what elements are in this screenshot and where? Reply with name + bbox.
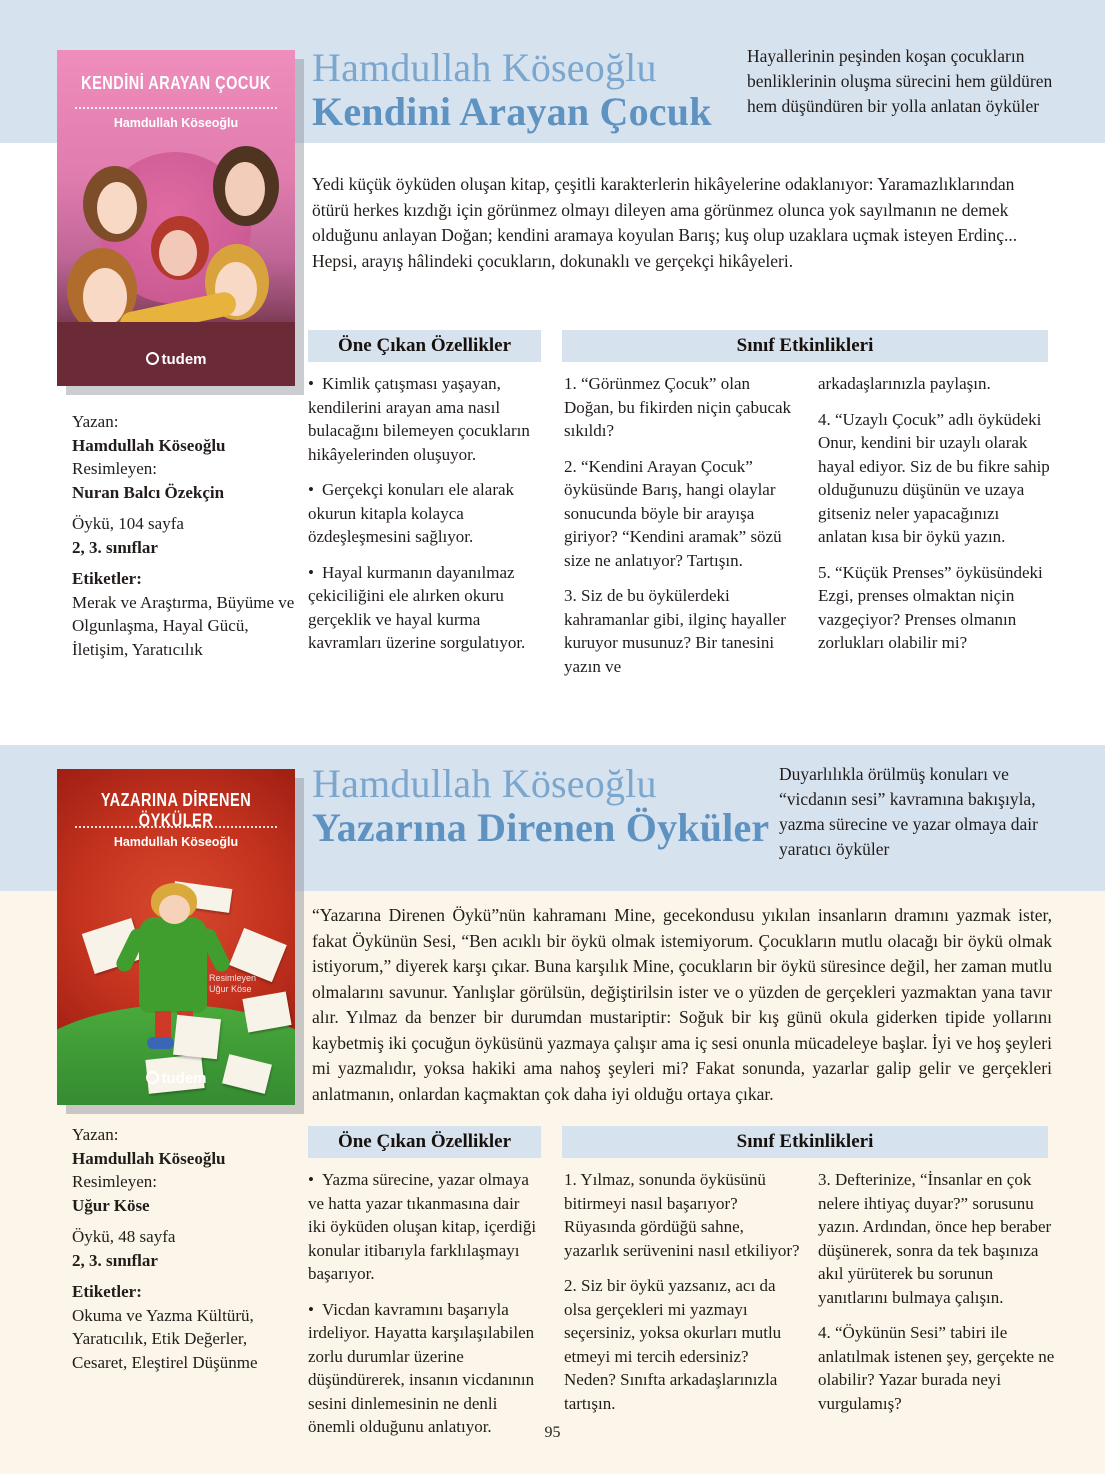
book2-activities-header: Sınıf Etkinlikleri — [562, 1126, 1048, 1158]
book2-heading-author: Hamdullah Köseoğlu — [312, 761, 657, 806]
book2-cover — [57, 769, 295, 1105]
book1-features-list — [308, 372, 536, 667]
resimleyen-label: Resimleyen: — [72, 1172, 157, 1191]
book2-illustrator-name: Uğur Köse — [72, 1195, 150, 1215]
activity-item: 2. “Kendini Arayan Çocuk” öyküsünde Barış, hangi olaylar sonucunda böyle bir arayışa giriyor? “Kendini aramak” sözü size ne anlatıyor? Tartışın. — [564, 456, 782, 570]
publisher-name: tudem — [161, 1070, 207, 1087]
child-face-shape — [97, 182, 137, 234]
tudem-logo-icon — [146, 352, 159, 365]
book1-heading — [312, 46, 712, 134]
feature-item: • Vicdan kavramını başarıyla irdeliyor. Hayatta karşılaşılabilen zorlu durumlar üzerine düşündürerek, insanın vicdanının sesini dinlemesinin ne denli önemli olduğunu anlatıyor. — [308, 1298, 540, 1439]
book1-heading-author: Hamdullah Köseoğlu — [312, 45, 657, 90]
book2-grades: 2, 3. sınıflar — [72, 1250, 158, 1270]
book1-cover-title: KENDİNİ ARAYAN ÇOCUK — [81, 73, 271, 95]
publisher-logo — [57, 351, 295, 368]
activity-item: arkadaşlarınızla paylaşın. — [818, 374, 991, 393]
child-shoe-shape — [147, 1037, 174, 1049]
book1-tags: Merak ve Araştırma, Büyüme ve Olgunlaşma, Hayal Gücü, İletişim, Yaratıcılık — [72, 592, 295, 659]
book2-author-name: Hamdullah Köseoğlu — [72, 1148, 226, 1168]
yazan-label: Yazan: — [72, 412, 119, 431]
book1-grades: 2, 3. sınıflar — [72, 537, 158, 557]
book2-cover-title: YAZARINA DİRENEN ÖYKÜLER — [100, 790, 252, 832]
feature-item: • Yazma sürecine, yazar olmaya ve hatta yazar tıkanmasına dair iki öyküden oluşan kitap, içerdiği konular itibarıyla farklılaşmayı başarıyor. — [308, 1168, 540, 1286]
activity-item: 4. “Öykünün Sesi” tabiri ile anlatılmak istenen şey, gerçekte ne olabilir? Yazar burada neyi vurgulamış? — [818, 1323, 1055, 1413]
book2-tags: Okuma ve Yazma Kültürü, Yaratıcılık, Etik Değerler, Cesaret, Eleştirel Düşünme — [72, 1305, 258, 1372]
book2-heading — [312, 762, 769, 850]
child-face-shape — [225, 162, 265, 216]
book1-activities-header: Sınıf Etkinlikleri — [562, 330, 1048, 362]
child-coat-shape — [139, 917, 207, 1013]
book2-features-header: Öne Çıkan Özellikler — [308, 1126, 541, 1158]
feature-item: • Kimlik çatışması yaşayan, kendilerini arayan ama nasıl bulacağını bilemeyen çocukların hikâyelerinden oluşuyor. — [308, 372, 536, 466]
book1-cover-dotted-divider — [75, 107, 277, 109]
activity-item: 2. Siz bir öykü yazsanız, acı da olsa gerçekleri mi yazmayı seçersiniz, yoksa okurları mutlu etmeyi mi tercih edersiniz? Neden? Sınıfta arkadaşlarınızla tartışın. — [564, 1276, 782, 1413]
book1-tagline: Hayallerinin peşinden koşan çocukların benliklerinin oluşma sürecini hem güldüren hem düşündüren bir yolla anlatan öyküler — [747, 46, 1053, 116]
publisher-logo — [57, 1070, 295, 1087]
book1-cover-author: Hamdullah Köseoğlu — [113, 116, 239, 130]
book2-cover-illustrator-credit: Resimleyen Uğur Köse — [209, 973, 257, 994]
book1-author-name: Hamdullah Köseoğlu — [72, 435, 226, 455]
book2-description: “Yazarına Direnen Öykü”nün kahramanı Mine, gecekondusu yıkılan insanların dramını yazmak ister, fakat Öykünün Sesi, “Ben acıklı bir öykü olmak istemiyorum. Çocukların mutlu olacağı bir öykü olmak istiyorum,” diyerek karşı çıkar. Buna karşılık Mine, çocukların bir öykü süresince değil, her zaman mutlu olmalarını savunur. Yanlışlar görülsün, değiştirilsin ister ve o yüzden de gerçekleri yazmaktan yana tavır alır. Yılmaz da benzer bir durumdan mustariptir: Soğuk bir kış günü okula giderken tipide yollarını kaybetmiş iki çocuğun öyküsünü yazmaya çalışır ama iç sesi onunla mücadeleye başlar. İyi ve hoş şeyleri mi yazmalıdır, yoksa hakiki ama nahoş şeyleri mi? Fakat sonunda, yazarlar galip gelir ve gerçekleri anlatmanın, onlardan kaçmaktan çok daha iyi olduğu ortaya çıkar. — [312, 905, 1052, 1104]
book1-format: Öykü, 104 sayfa — [72, 514, 184, 533]
activity-item: 4. “Uzaylı Çocuk” adlı öyküdeki Onur, kendini bir uzaylı olarak hayal ediyor. Siz de bu fikre sahip olduğunuzu düşünün ve uzaya gitseniz neler yapacağınızı anlatan kısa bir öykü yazın. — [818, 409, 1050, 546]
activity-item: 3. Defterinize, “İnsanlar en çok nelere ihtiyaç duyar?” sorusunu yazın. Ardından, önce hep beraber düşünerek, sonra da tek başınıza akıl yürüterek bu sorunun yanıtlarını bulmaya çalışın. — [818, 1170, 1052, 1307]
book2-tagline: Duyarlılıkla örülmüş konuları ve “vicdanın sesi” kavramına bakışıyla, yazma sürecine ve yazar olmaya dair yaratıcı öyküler — [779, 764, 1038, 859]
publisher-name: tudem — [161, 351, 207, 368]
feature-item: • Gerçekçi konuları ele alarak okurun kitapla kolayca özdeşleşmesini sağlıyor. — [308, 478, 536, 549]
book2-format: Öykü, 48 sayfa — [72, 1227, 176, 1246]
activity-item: 3. Siz de bu öykülerdeki kahramanlar gibi, ilginç hayaller kuruyor musunuz? Bir tanesini yazın ve — [564, 586, 786, 676]
book1-info — [72, 410, 298, 661]
book2-cover-dotted-divider — [75, 826, 277, 828]
book1-activities-column-1 — [564, 372, 794, 690]
page-number: 95 — [544, 1424, 561, 1441]
book2-info — [72, 1123, 298, 1374]
child-face-shape — [159, 230, 197, 276]
book1-heading-title: Kendini Arayan Çocuk — [312, 89, 712, 134]
yazan-label: Yazan: — [72, 1125, 119, 1144]
activity-item: 5. “Küçük Prenses” öyküsündeki Ezgi, prenses olmaktan niçin vazgeçiyor? Prenses olmanın zorlukları olabilir mi? — [818, 562, 1043, 652]
etiketler-label: Etiketler: — [72, 569, 142, 588]
book2-activities-column-1 — [564, 1168, 802, 1427]
book2-heading-title: Yazarına Direnen Öyküler — [312, 805, 770, 850]
etiketler-label: Etiketler: — [72, 1282, 142, 1301]
book2-activities-column-2 — [818, 1168, 1056, 1427]
paper-in-hand-shape — [173, 1015, 221, 1059]
activity-item: 1. Yılmaz, sonunda öyküsünü bitirmeyi nasıl başarıyor? Rüyasında gördüğü sahne, yazarlık serüvenini nasıl etkiliyor? — [564, 1170, 800, 1260]
book1-illustrator-name: Nuran Balcı Özekçin — [72, 482, 225, 502]
activity-item: 1. “Görünmez Çocuk” olan Doğan, bu fikirden niçin çabucak sıkıldı? — [564, 374, 792, 440]
book1-features-header: Öne Çıkan Özellikler — [308, 330, 541, 362]
book2-cover-author: Hamdullah Köseoğlu — [113, 835, 239, 849]
book1-activities-column-2 — [818, 372, 1052, 667]
book1-cover — [57, 50, 295, 386]
feature-item: • Hayal kurmanın dayanılmaz çekiciliğini ele alırken okuru gerçeklik ve hayal kurma kavramları üzerine sorgulatıyor. — [308, 561, 536, 655]
book1-description: Yedi küçük öyküden oluşan kitap, çeşitli karakterlerin hikâyelerine odaklanıyor: Yaramazlıklarından ötürü herkes kızdığı için görünmez olmayı dileyen ama görünmez olunca yok sayılmanın ne demek olduğunu anlayan Doğan; kendini aramaya koyulan Barış; kuş olup uzaklara uçmak isteyen Erdinç... Hepsi, arayış hâlindeki çocukların, dokunaklı ve gerçekçi hikâyeleri. — [312, 174, 1018, 271]
child-face-shape — [159, 895, 190, 924]
tudem-logo-icon — [146, 1071, 159, 1084]
book2-features-list — [308, 1168, 540, 1451]
resimleyen-label: Resimleyen: — [72, 459, 157, 478]
